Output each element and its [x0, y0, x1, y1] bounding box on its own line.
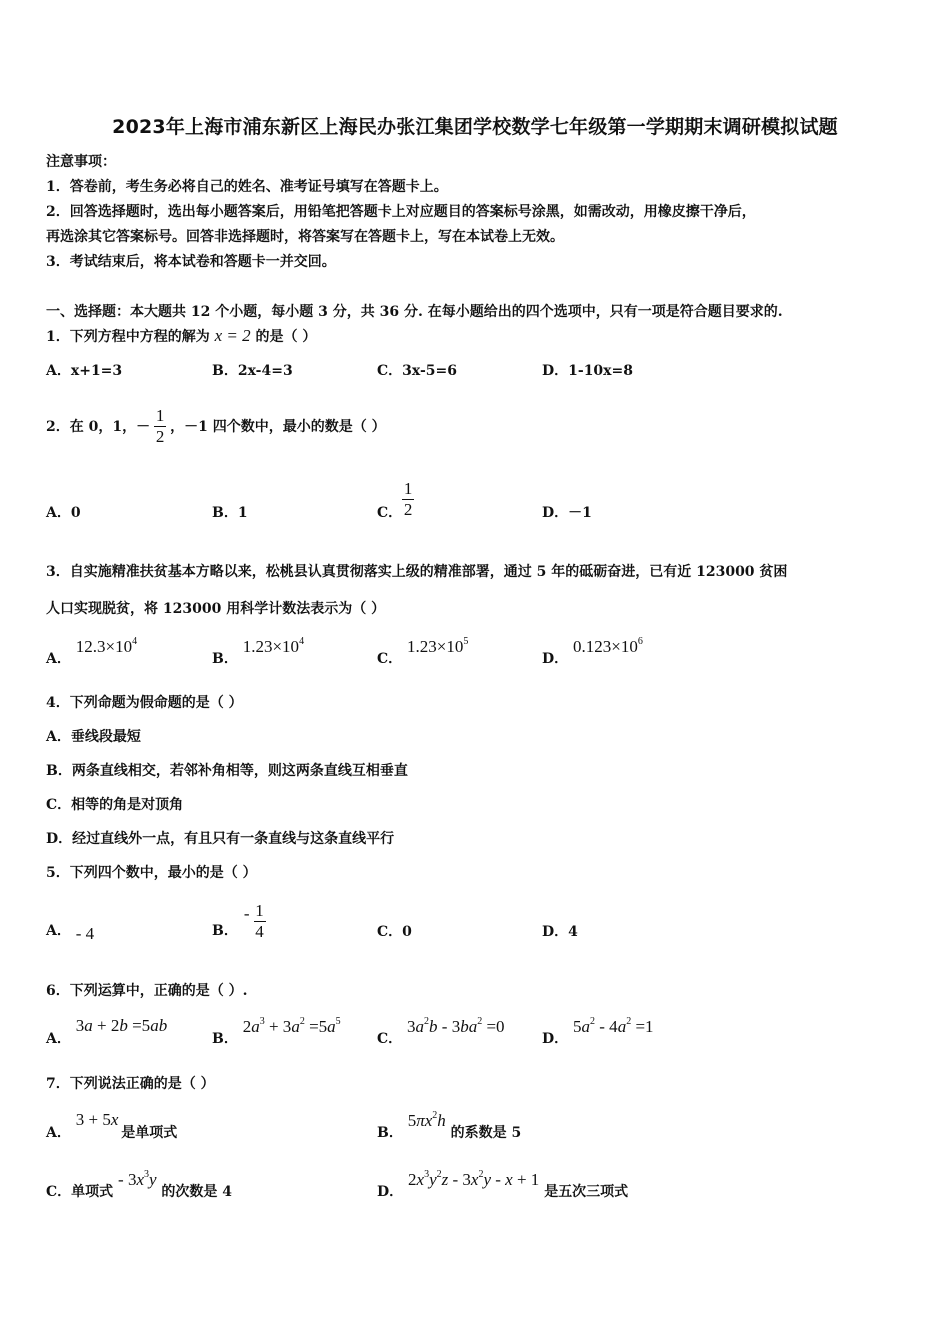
q1-option-b[interactable]: B．2x-4=3	[212, 363, 293, 379]
q4-option-d[interactable]: D．经过直线外一点，有且只有一条直线与这条直线平行	[46, 831, 395, 847]
q2-option-d[interactable]: D．－1	[542, 505, 592, 521]
q7-b-text: 的系数是 5	[450, 1125, 522, 1141]
q3-c-base: 1.23×10	[407, 637, 464, 656]
q3-b-label: B．	[212, 651, 238, 667]
q7-b-label: B．	[377, 1125, 403, 1141]
q3-b-math	[243, 637, 304, 656]
q3-c-label: C．	[377, 651, 403, 667]
q6-c-math: $3a^2b - 3ba^2 =0$	[407, 1016, 505, 1036]
q5-a-value: - 4	[75, 924, 95, 943]
q5-b-frac-num: 1	[255, 900, 264, 920]
q3-a-exp: 4	[132, 636, 138, 647]
notice-item: 再选涂其它答案标号。回答非选择题时，将答案写在答题卡上，写在本试卷上无效。	[46, 229, 564, 245]
q3-a-base: 12.3×10	[75, 637, 133, 656]
q3-d-label: D．	[542, 651, 569, 667]
q3-b-base: 1.23×10	[242, 637, 300, 656]
q6-option-c[interactable]	[377, 1016, 505, 1048]
q2-option-c-fraction	[402, 480, 414, 519]
q4-option-b[interactable]: B．两条直线相交，若邻补角相等，则这两条直线互相垂直	[46, 763, 408, 779]
q6-a-label: A．	[46, 1031, 71, 1047]
q7-c-text: 的次数是 4	[161, 1184, 233, 1200]
q7-a-text: 是单项式	[121, 1125, 178, 1141]
question-7: 7．下列说法正确的是（ ）	[46, 1076, 215, 1092]
q2-c-frac-num: 1	[403, 479, 413, 498]
q4-option-c[interactable]: C．相等的角是对顶角	[46, 797, 184, 813]
q3-b-exp: 4	[299, 636, 305, 647]
q7-option-c[interactable]	[46, 1169, 232, 1201]
q5-b-frac-den: 4	[255, 921, 264, 941]
q3-d-base: 0.123×10	[573, 637, 638, 656]
question-1	[46, 327, 316, 346]
q1-option-a[interactable]: A．x+1=3	[46, 363, 123, 379]
q3-option-a[interactable]	[46, 636, 137, 668]
q7-c-label: C．单项式	[46, 1184, 114, 1200]
q2-frac-num: 1	[155, 405, 165, 425]
q2-stem-b: ，－1 四个数中，最小的数是（ ）	[170, 419, 386, 435]
q6-b-label: B．	[212, 1031, 238, 1047]
q6-option-d[interactable]	[542, 1016, 654, 1048]
q6-c-label: C．	[377, 1031, 403, 1047]
q7-d-label: D．	[377, 1184, 404, 1200]
q1-stem-b: 的是（ ）	[255, 329, 317, 345]
q7-d-math: $2x^3y^2z - 3x^2y - x + 1$	[408, 1169, 540, 1189]
q7-c-math: - $3x^3y$	[118, 1169, 157, 1189]
q2-stem-a: 2．在 0，1，－	[46, 419, 151, 435]
question-2	[46, 396, 386, 456]
q2-option-b[interactable]: B．1	[212, 505, 248, 521]
q3-d-exp: 6	[637, 636, 643, 647]
q6-a-math: 3a + 2b =5ab	[75, 1016, 168, 1035]
notice-item: 1．答卷前，考生务必将自己的姓名、准考证号填写在答题卡上。	[46, 179, 448, 195]
q2-option-c[interactable]	[377, 480, 414, 530]
q1-stem-math	[215, 326, 251, 345]
q2-fraction	[154, 407, 166, 446]
q3-stem-line2: 人口实现脱贫，将 123000 用科学计数法表示为（ ）	[46, 601, 386, 617]
q5-option-d[interactable]: D．4	[542, 924, 578, 940]
q6-d-label: D．	[542, 1031, 569, 1047]
q3-c-exp: 5	[463, 636, 469, 647]
q2-frac-den: 2	[155, 426, 165, 446]
question-5: 5．下列四个数中，最小的是（ ）	[46, 865, 257, 881]
q5-b-label: B．	[212, 923, 238, 939]
q2-option-a[interactable]: A．0	[46, 505, 81, 521]
q7-a-math: 3 + 5x	[75, 1110, 119, 1129]
q5-option-c[interactable]: C．0	[377, 924, 412, 940]
question-4: 4．下列命题为假命题的是（ ）	[46, 695, 243, 711]
q7-a-label: A．	[46, 1125, 71, 1141]
q2-option-c-label: C．	[377, 505, 403, 521]
section-heading: 一、选择题：本大题共 12 个小题，每小题 3 分，共 36 分. 在每小题给出的四个选项中，只有一项是符合题目要求的.	[46, 304, 783, 320]
q5-option-a[interactable]	[46, 920, 95, 943]
q3-a-math	[76, 637, 137, 656]
notice-item: 3．考试结束后，将本试卷和答题卡一并交回。	[46, 254, 336, 270]
q3-a-label: A．	[46, 651, 71, 667]
q3-option-c[interactable]	[377, 636, 468, 668]
page-title: 2023年上海市浦东新区上海民办张江集团学校数学七年级第一学期期末调研模拟试题	[112, 116, 838, 138]
q3-c-math	[407, 637, 468, 656]
q1-option-d[interactable]: D．1-10x=8	[542, 363, 633, 379]
notice-item: 2．回答选择题时，选出每小题答案后，用铅笔把答题卡上对应题目的答案标号涂黑，如需改动，用橡皮擦干净后，	[46, 204, 756, 220]
q5-option-b[interactable]	[212, 898, 266, 944]
q6-b-math: $2a^3 + 3a^2 =5a^5$	[242, 1016, 341, 1036]
q5-b-minus: -	[243, 904, 250, 923]
q5-b-fraction	[254, 902, 266, 941]
q4-option-a[interactable]: A．垂线段最短	[46, 729, 141, 745]
q3-stem-line1: 3．自实施精准扶贫基本方略以来，松桃县认真贯彻落实上级的精准部署，通过 5 年的砥砺奋进，已有近 123000 贫困	[46, 564, 788, 580]
q6-option-a[interactable]	[46, 1016, 167, 1048]
q7-b-math: $5\pi x^2h$	[407, 1110, 446, 1130]
q3-option-d[interactable]	[542, 636, 643, 668]
q2-c-frac-den: 2	[403, 500, 413, 519]
q6-d-math: $5a^2 - 4a^2 =1$	[573, 1016, 654, 1036]
q7-option-d[interactable]	[377, 1169, 628, 1201]
q1-math-text: x = 2	[214, 326, 251, 345]
q3-option-b[interactable]	[212, 636, 304, 668]
q3-d-math	[573, 637, 643, 656]
q1-option-c[interactable]: C．3x-5=6	[377, 363, 458, 379]
q7-d-text: 是五次三项式	[544, 1184, 629, 1200]
q1-stem-a: 1．下列方程中方程的解为	[46, 329, 210, 345]
q5-a-label: A．	[46, 923, 71, 939]
q7-option-a[interactable]	[46, 1110, 177, 1142]
q6-option-b[interactable]	[212, 1016, 341, 1048]
q7-option-b[interactable]	[377, 1110, 521, 1142]
notice-heading: 注意事项：	[46, 154, 116, 170]
question-6: 6．下列运算中，正确的是（ ）.	[46, 983, 248, 999]
